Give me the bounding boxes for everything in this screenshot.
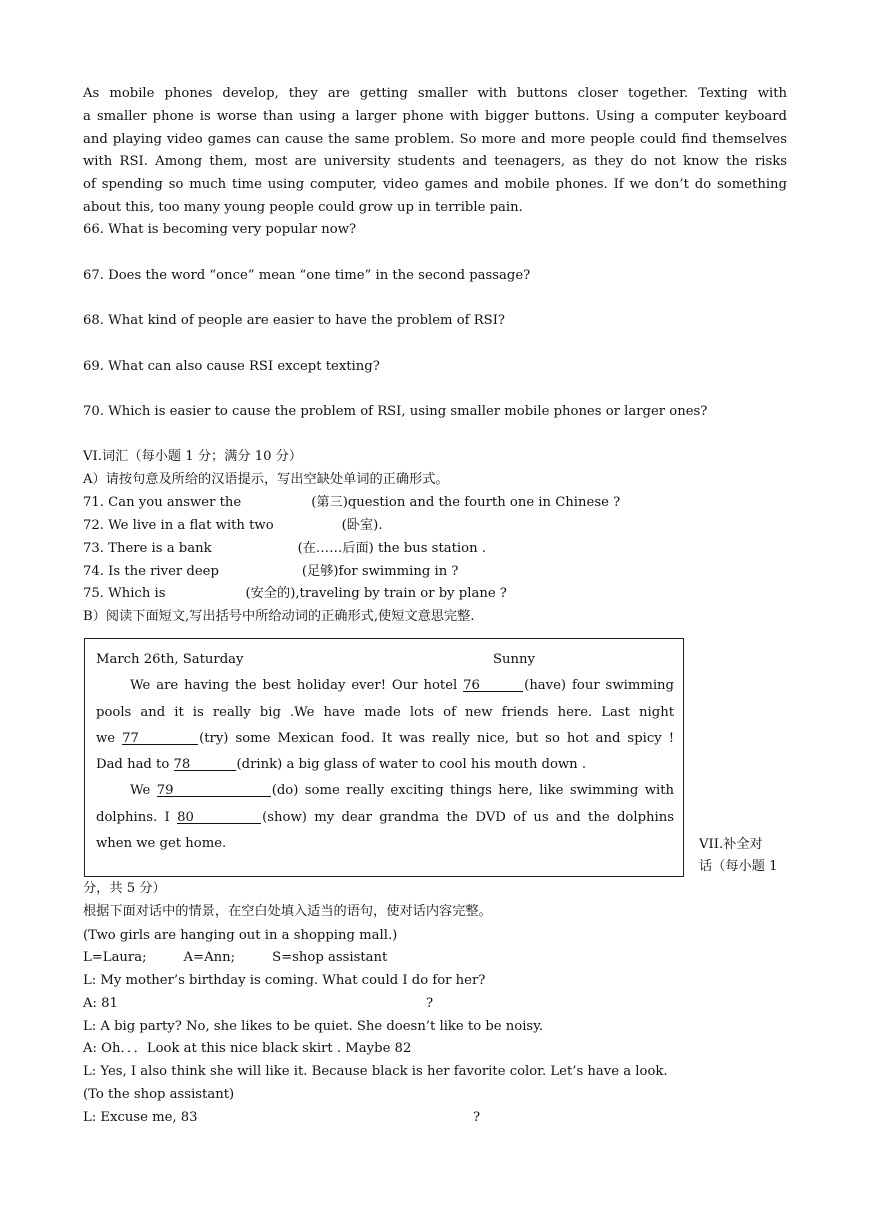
diary-line: when we get home. [96,836,227,851]
passage-line: As mobile phones develop, they are getting smaller with buttons closer together. Texting with [83,86,787,101]
diary-weather: Sunny [493,652,535,667]
diary-line: we 77 (try) some Mexican food. It was really nice, but so hot and spicy ! [96,731,674,746]
section-7-title-a: VII.补全对 [699,837,763,852]
question-68: 68. What kind of people are easier to have the problem of RSI? [83,313,505,328]
dialog-line: L: My mother’s birthday is coming. What could I do for her? [83,973,486,988]
dialog-line: A: Oh．．．Look at this nice black skirt . Maybe 82 [83,1041,412,1056]
section-7-title-c: 分，共 5 分） [83,881,166,896]
dialog-line: A: 81 ? [83,996,434,1011]
vocab-item-75: 75. Which is (安全的),traveling by train or by plane ? [83,586,507,601]
diary-line: dolphins. I 80 (show) my dear grandma the DVD of us and the dolphins [96,810,674,825]
dialog-line: L: Excuse me, 83 ? [83,1110,481,1125]
passage-line: about this, too many young people could grow up in terrible pain. [83,199,523,215]
diary-date: March 26th, Saturday [96,652,244,667]
passage-line: of spending so much time using computer, video games and mobile phones. If we don’t do something [83,177,787,193]
blank-77[interactable]: 77 [122,730,198,745]
vocab-item-74: 74. Is the river deep (足够)for swimming in ? [83,564,459,579]
diary-line: Dad had to 78 (drink) a big glass of water to cool his mouth down . [96,757,587,772]
blank-80[interactable]: 80 [177,809,261,824]
passage-line: a smaller phone is worse than using a larger phone with bigger buttons. Using a computer keyboard [83,108,787,124]
vocab-item-71: 71. Can you answer the (第三)question and the fourth one in Chinese ? [83,495,621,510]
blank-79[interactable]: 79 [157,782,271,797]
passage-line: with RSI. Among them, most are university students and teenagers, as they do not know the risks [83,154,787,170]
section-6-part-a: A）请按句意及所给的汉语提示，写出空缺处单词的正确形式。 [83,472,449,487]
question-70: 70. Which is easier to cause the problem of RSI, using smaller mobile phones or larger ones? [83,404,708,419]
dialog-line: (To the shop assistant) [83,1087,235,1102]
diary-header [96,651,674,669]
dialog-roles: L=Laura; A=Ann; S=shop assistant [83,950,388,965]
section-6-title: VI.词汇（每小题 1 分；满分 10 分） [83,449,303,464]
blank-78[interactable]: 78 [174,756,236,771]
dialog-line: L: Yes, I also think she will like it. Because black is her favorite color. Let’s have a look. [83,1064,668,1079]
dialog-scene: (Two girls are hanging out in a shopping mall.) [83,928,398,943]
vocab-item-73: 73. There is a bank (在……后面) the bus station . [83,541,486,556]
diary-box [84,638,684,877]
diary-line: We 79 (do) some really exciting things here, like swimming with [130,783,674,798]
section-7-title-b: 话（每小题 1 [699,859,778,874]
diary-line: pools and it is really big .We have made lots of new friends here. Last night [96,705,674,720]
reading-passage [83,85,787,222]
question-66: 66. What is becoming very popular now? [83,222,357,237]
section-7-instruction: 根据下面对话中的情景，在空白处填入适当的语句，使对话内容完整。 [83,904,492,919]
question-69: 69. What can also cause RSI except texting? [83,359,380,374]
section-6-part-b: B）阅读下面短文,写出括号中所给动词的正确形式,使短文意思完整. [83,609,475,624]
question-67: 67. Does the word “once” mean “one time” in the second passage? [83,268,531,283]
vocab-item-72: 72. We live in a flat with two (卧室). [83,518,383,533]
passage-line: and playing video games can cause the same problem. So more and more people could find themselves [83,131,787,147]
diary-line: We are having the best holiday ever! Our hotel 76 (have) four swimming [130,678,674,693]
dialog-line: L: A big party? No, she likes to be quiet. She doesn’t like to be noisy. [83,1019,544,1034]
blank-76[interactable]: 76 [463,677,523,692]
